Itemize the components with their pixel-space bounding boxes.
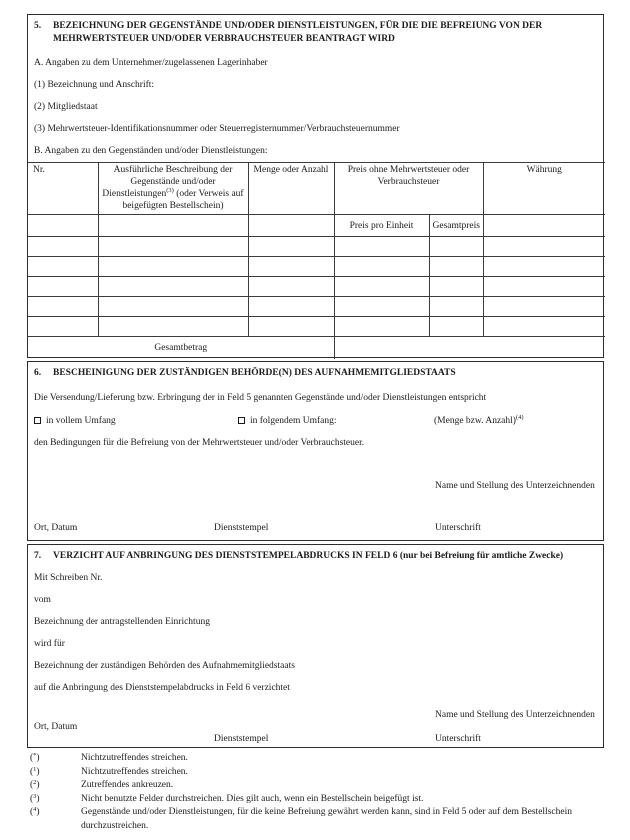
empty-cell (98, 215, 248, 237)
section-6-number: 6. (34, 368, 42, 378)
section-5-title (28, 15, 603, 46)
table-row (28, 317, 605, 337)
table-cell (483, 277, 605, 297)
field-1-label: (1) Bezeichnung und Anschrift: (34, 80, 155, 90)
table-cell (334, 297, 429, 317)
footnote-text: Nichtzutreffendes streichen. (81, 753, 188, 763)
footnote-item (30, 779, 604, 793)
table-cell (28, 277, 98, 297)
field-a-label: A. Angaben zu dem Unternehmer/zugelassenen Lagerinhaber (34, 58, 268, 68)
footnote-text: Zutreffendes ankreuzen. (81, 780, 174, 790)
footnote-text: Nicht benutzte Felder durchstreichen. Dies gilt auch, wenn ein Bestellschein beigefügt ist. (81, 793, 424, 804)
certification-intro: Die Versendung/Lieferung bzw. Erbringung der in Feld 5 genannten Gegenstände und/oder Dienstleistungen entspricht (34, 393, 487, 403)
table-cell (28, 237, 98, 257)
footnote-item (30, 793, 604, 807)
section-6-title-text: BESCHEINIGUNG DER ZUSTÄNDIGEN BEHÖRDE(N) DES AUFNAHMEMITGLIEDSTAATS (53, 368, 456, 378)
signature-row (34, 733, 597, 745)
footnote-item (30, 752, 604, 766)
table-header-nr: Nr. (28, 163, 98, 215)
table-cell (248, 317, 334, 337)
footnote-ref-4: (4) (515, 414, 524, 421)
footnote-text: Gegenstände und/oder Dienstleistungen, für die keine Befreiung gewährt werden kann, sind in Feld 5 oder auf dem Bestellschein durchzustreichen. (81, 807, 572, 831)
goods-table (28, 162, 605, 359)
checkbox-icon[interactable] (34, 417, 41, 424)
section-7-number: 7. (34, 551, 42, 561)
total-value-cell (334, 337, 605, 359)
table-subheader-gesamtpreis: Gesamtpreis (429, 215, 483, 237)
empty-cell (483, 215, 605, 237)
table-cell (429, 297, 483, 317)
letter-date-label: vom (34, 595, 51, 605)
table-cell (429, 317, 483, 337)
table-cell (28, 257, 98, 277)
table-cell (334, 237, 429, 257)
table-cell (334, 257, 429, 277)
table-cell (248, 297, 334, 317)
table-header-menge: Menge oder Anzahl (248, 163, 334, 215)
table-cell (334, 277, 429, 297)
total-label: Gesamtbetrag (28, 337, 334, 359)
table-cell (98, 317, 248, 337)
section-5-number: 5. (34, 21, 42, 31)
section-6-title (28, 362, 603, 380)
section-7-title-text: VERZICHT AUF ANBRINGUNG DES DIENSTSTEMPELABDRUCKS IN FELD 6 (nur bei Befreiung für amtliche Zwecke) (53, 551, 564, 561)
place-date-label: Ort, Datum (34, 722, 78, 732)
field-2-label: (2) Mitgliedstaat (34, 102, 98, 112)
footnote-marker: ($^1$) (30, 765, 40, 777)
table-row (28, 297, 605, 317)
granted-for-label: wird für (34, 639, 65, 649)
table-cell (483, 297, 605, 317)
spacer (34, 733, 214, 745)
letter-number-label: Mit Schreiben Nr. (34, 573, 103, 583)
footnotes (27, 752, 604, 833)
footnote-text: Nichtzutreffendes streichen. (81, 766, 188, 777)
section-7-title (28, 545, 603, 563)
section-5-title-text: BEZEICHNUNG DER GEGENSTÄNDE UND/ODER DIENSTLEISTUNGEN, FÜR DIE DIE BEFREIUNG VON DER MEHRWERTSTEUER UND/ODER VERBRAUCHSTEUER BEANTRAGT WIRD (53, 21, 543, 44)
table-cell (28, 297, 98, 317)
table-cell (429, 257, 483, 277)
table-cell (483, 317, 605, 337)
table-cell (98, 237, 248, 257)
table-cell (98, 257, 248, 277)
full-extent-label: in vollem Umfang (46, 416, 116, 426)
table-cell (248, 257, 334, 277)
empty-cell (28, 215, 98, 237)
table-cell (98, 277, 248, 297)
form-content (27, 14, 604, 833)
checkbox-row (34, 415, 597, 428)
footnote-marker: (*) (30, 752, 40, 763)
place-date-label: Ort, Datum (34, 523, 78, 533)
table-header-preis: Preis ohne Mehrwertsteuer oder Verbrauchsteuer (334, 163, 483, 215)
table-cell (483, 257, 605, 277)
table-header-row (28, 163, 605, 215)
competent-authority-label: Bezeichnung der zuständigen Behörden des Aufnahmemitgliedstaats (34, 661, 295, 671)
official-stamp-label: Dienststempel (214, 734, 269, 744)
footnote-marker: ($^2$) (30, 779, 40, 790)
table-subheader-row (28, 215, 605, 237)
footnote-marker: ($^3$) (30, 792, 40, 804)
table-cell (334, 317, 429, 337)
table-row (28, 237, 605, 257)
waiver-statement: auf die Anbringung des Dienststempelabdrucks in Feld 6 verzichtet (34, 683, 290, 693)
section-6-box (27, 361, 604, 541)
partial-extent-option (238, 415, 434, 428)
signature-label: Unterschrift (435, 734, 481, 744)
table-cell (429, 277, 483, 297)
table-cell (28, 317, 98, 337)
table-cell (98, 297, 248, 317)
checkbox-icon[interactable] (238, 417, 245, 424)
section-5-box (27, 14, 604, 358)
table-total-row (28, 337, 605, 359)
field-3-label: (3) Mehrwertsteuer-Identifikationsnummer oder Steuerregisternummer/Verbrauchsteuernummer (34, 124, 400, 134)
table-cell (248, 237, 334, 257)
table-cell (483, 237, 605, 257)
table-header-description (98, 163, 248, 215)
field-b-label: B. Angaben zu den Gegenständen und/oder Dienstleistungen: (34, 146, 268, 156)
table-subheader-preis-pro-einheit: Preis pro Einheit (334, 215, 429, 237)
conditions-line: den Bedingungen für die Befreiung von der Mehrwertsteuer und/oder Verbrauchsteuer. (34, 438, 365, 448)
footnote-marker: ($^4$) (30, 806, 40, 817)
table-cell (429, 237, 483, 257)
table-row (28, 277, 605, 297)
applicant-institution-label: Bezeichnung der antragstellenden Einrichtung (34, 617, 210, 627)
empty-cell (248, 215, 334, 237)
signer-name-label: Name und Stellung des Unterzeichnenden (435, 481, 595, 491)
signature-label: Unterschrift (435, 523, 481, 533)
footnote-item (30, 766, 604, 780)
description-header-part1: Ausführliche Beschreibung der Gegenstände und/oder Dienstleistungen (102, 165, 233, 199)
table-header-waehrung: Währung (483, 163, 605, 215)
signature-row (34, 522, 597, 535)
official-stamp-label: Dienststempel (214, 523, 269, 533)
table-cell (248, 277, 334, 297)
quantity-hint-label: (Menge bzw. Anzahl) (434, 416, 516, 426)
signer-name-label: Name und Stellung des Unterzeichnenden (435, 710, 595, 720)
table-row (28, 257, 605, 277)
quantity-hint (434, 415, 524, 428)
section-7-box (27, 544, 604, 748)
description-header-part2: (oder Verweis auf beigefügten Bestellschein) (122, 189, 244, 211)
full-extent-option (34, 415, 238, 428)
partial-extent-label: in folgendem Umfang: (250, 416, 337, 426)
footnote-item (30, 806, 604, 833)
footnote-ref-3: (3) (166, 187, 174, 194)
